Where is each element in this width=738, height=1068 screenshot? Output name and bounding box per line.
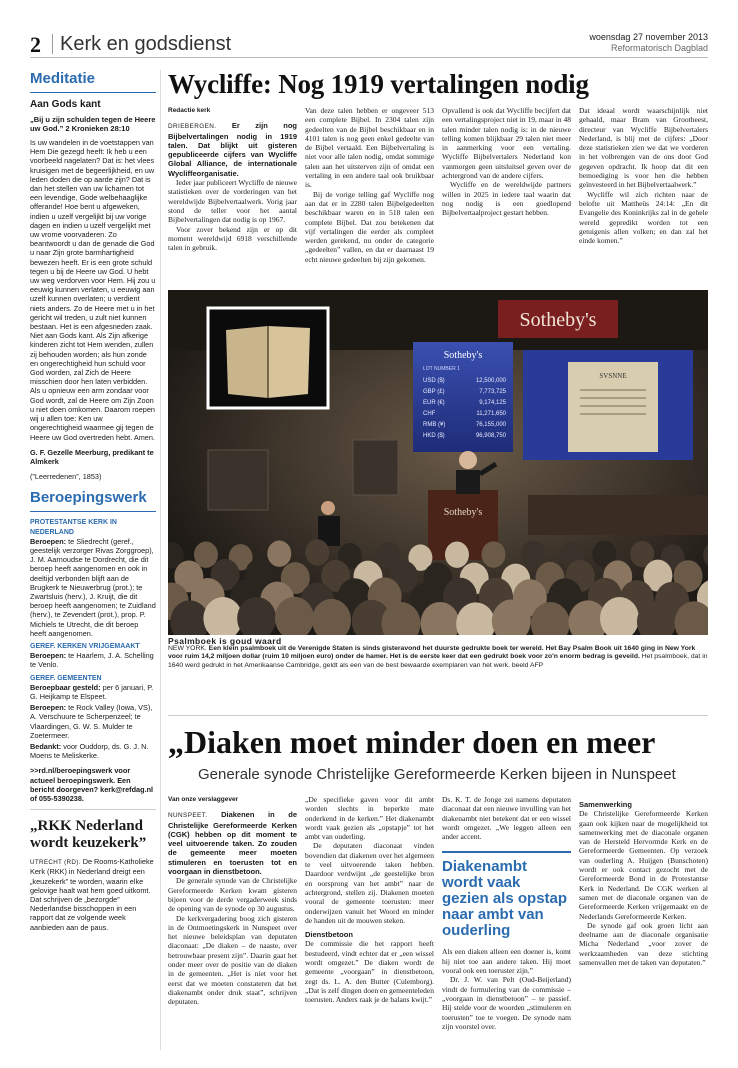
bottom-article-headline: „Diaken moet minder doen en meer [168,724,656,760]
paragraph: Dat ideaal wordt waarschijnlijk niet gehaald, maar Bram van Grootheest, directeur van Wycliffe Bijbelvertalers Nederland, is blij met de cijfers: „Door deze statistieken zien we dat we vorderen in het volbrengen van de ons door God gegeven opdracht. Ik hoop dat dit een bemoediging is voor hen die hebben geïnvesteerd in het Bijbelvertaalwerk.” [579,106,708,190]
beroep-text: te Sliedrecht (geref., geestelijk verzorger Rivas Zorggroep), J. M. Aarnoudse te Dordrecht, die dit beroep heeft aangenomen en ook in deeltijd verbonden blijft aan de Brugkerk te Nieuwerbrug (prot.); te Zwartsluis (herv.), J. Kruijt, die dit beroep heeft aangenomen; te Zuidland (herv.), te Zevendert (prot.), prop. P. Michiels te Utrecht, die dit beroep heeft aangenomen. [30,536,156,638]
issue-date-block [589,32,708,54]
auction-photo-svg [168,290,708,635]
bottom-article-lead [168,810,297,876]
paragraph: Ieder jaar publiceert Wycliffe de nieuwe statistieken over de vorderingen van het wereldwijde Bijbelvertaalwerk. Vorig jaar stond de teller voor het aantal Bijbelvertalingen dat nodig is op 1967. [168,178,297,225]
paragraph: Als een diaken alleen een doener is, komt hij niet toe aan andere taken. Hij moet vooral ook een toeruster zijn.” [442,947,571,976]
subhead-samenwerking: Samenwerking [579,800,632,809]
paragraph: Ds. K. T. de Jonge zei namens deputaten diaconaat dat een nieuwe invulling van het diakenambt niet betekent dat er een wissel wordt omgezet. „We leggen alleen een ander accent. [442,795,571,842]
book-page-left [226,326,268,398]
currency-value: 12,500,000 [475,378,506,384]
photo-caption [168,637,708,670]
beroep-category: GEREF. GEMEENTEN [30,674,102,682]
podium-brand: Sotheby's [443,507,483,518]
paragraph: De commissie die het rapport heeft bestudeerd, vindt echter dat er „een wissel wordt omgezet.” De diaken wordt de gemeente „voorgaan” in dienstbetoon, zegt ds. L. A. den Butter (Culemborg). „Dat is zelf dingen doen en gemeenteleden toerusten. Anders raak je de balans kwijt.” [305,939,434,1005]
beroep-footer-link[interactable]: >>rd.nl/beroepingswerk voor actueel beroepingswerk. Een bericht doorgeven? kerk@refdag.nl of 055-5390238. [30,766,154,803]
paragraph: De synode gaf ook groen licht aan deelname aan de diaconale organisatie Micha Nederland „voor zover de werkzaamheden van deze stichting samenvallen met de taken van deputaten.” [579,920,708,968]
currency-code: USD ($) [423,378,445,384]
bottom-article-lead-text: Diakenen in de Christelijke Gereformeerde Kerken (CGK) hebben op dit moment te veel uitvoerende taken. Zo zouden de gemeente meer moeten stimuleren en toerusten tot en voorgaan in dienstbetoon. [168,810,297,877]
left-column [30,70,156,932]
beroep-category: PROTESTANTSE KERK IN NEDERLAND [30,519,117,536]
top-article-byline: Redactie kerk [168,107,211,114]
beroep-text: per 6 januari, P. G. Heijkamp te Elspeet. [30,682,154,701]
meditatie-body [30,138,156,442]
bottom-article-col-3 [442,795,571,1055]
meditatie-signature: G. F. Gezelle Meerburg, predikant te Almkerk [30,447,154,466]
caption-bold: Een klein psalmboek uit de Verenigde Staten is sinds gisteravond het duurste gedrukte boek ter wereld. Het Bay Psalm Book uit 1640 ging in New York voor ruim 14,2 miljoen dollar (ruim 10 miljoen euro) onder de hamer. Het is de eerste keer dat een gedrukt boek voor zo'n enorm bedrag is geveild. [168,645,696,661]
beroep-label: Beroepen: [30,703,67,713]
caption-text: Het psalmboek, dat in 1640 werd gedrukt in het Amerikaanse Cambridge, geldt als een van de best bewaarde exemplaren van het werk. [168,653,708,669]
page-header [30,28,708,58]
display-case [208,450,268,510]
top-article-columns [168,106,708,286]
photo-credit: beeld AFP [511,661,544,669]
top-article-col-3 [442,106,571,286]
beroep-category: GEREF. KERKEN VRIJGEMAAKT [30,642,140,650]
beroepingswerk-list [30,518,156,803]
audience-head [305,539,329,565]
audience-head [482,541,506,567]
beroep-entry [30,537,156,638]
top-article-lead [168,121,297,178]
rkk-body [30,857,156,932]
staff-head [321,501,335,515]
meditatie-kicker: Meditatie [30,70,156,93]
paragraph: Van deze talen hebben er ongeveer 513 een complete Bijbel. In 2304 talen zijn gedeelten van de Bijbel beschikbaar en in 4101 talen is nog geen enkel gedeelte van de Bijbel vertaald. Een Bijbelvertaling is niet voor alle talen nodig, omdat sommige talen aan het uitsterven zijn of omdat een vertaling in een andere taal ook bruikbaar is. [305,106,434,190]
paragraph: Bij de vorige telling gaf Wycliffe nog aan dat er in 2280 talen Bijbelgedeelten beschikbaar waren en in 518 talen een complete Bijbel. Dat zou betekenen dat vijf vertalingen die eerder als compleet werden gerekend, nu onder de categorie „gedeelten” vallen, en dat er daarnaast 19 echt nieuwe gedeelten bij zijn gekomen. [305,189,434,264]
top-article-lead-text: Er zijn nog Bijbelvertalingen nodig in 1919 talen. Dat blijkt uit gisteren gepubliceerde cijfers van Wycliffe Global Alliance, de internationale Wycliffeorganisatie. [168,121,297,178]
beroep-text: voor Ouddorp, ds. G. J. N. Moens te Meliskerke. [30,741,149,761]
paragraph: De Christelijke Gereformeerde Kerken gaan ook kijken naar de mogelijkheid tot samenwerking met de diaconale organen van de Hersteld Hervormde Kerk en de Gereformeerde Gemeenten. Op verzoek van ouderling A. Huijgen (Bunschoten) wordt er ook contact gezocht met de Gereformeerde Bond in de Protestantse Kerk in Nederland. De CGK werken al samen met de diaconale organen van de Gereformeerde Kerken vrijgemaakt en de Nederlands Gereformeerde Kerken. [579,809,708,921]
top-article-col-4 [579,106,708,286]
paragraph: De kerkvergadering boog zich gisteren in de Ontmoetingskerk in Nunspeet over het nieuwe beleidsplan van deputaten diaconaat: „De diaken ‒ de naaste, over betrouwbaar present zijn”. Daarin gaat het onder meer over de positie van de diaken in de gemeenten. „Het is niet voor het eerst dat we moeten constateren dat het diakenambt onder druk staat”, schrijven deputaten. [168,913,297,1007]
beroep-entry [30,683,156,701]
sothebys-sign: Sotheby's [519,309,597,331]
auctioneer-head [459,451,477,469]
beroep-entry [30,651,156,669]
header-divider [52,34,53,54]
beroep-text: te Haarlem, J. A. Schelling te Venlo. [30,651,154,670]
paragraph: Voor zover bekend zijn er op dit moment wereldwijd 6918 verschillende talen in gebruik. [168,224,297,253]
meditatie-title: Aan Gods kant [30,99,101,110]
top-article-col-1 [168,106,297,286]
screen-brand: Sotheby's [443,350,483,361]
beroep-text: te Rock Valley (Iowa, VS), A. Verschuure te Scherpenzeel; te Vlaardingen, G. W. S. Mulder te Zoetermeer. [30,703,153,740]
bottom-article-dateline: NUNSPEET. [168,812,208,820]
display-case [353,440,398,495]
currency-value: 9,174,125 [479,400,506,406]
paragraph: Wycliffe en de wereldwijde partners willen in 2025 in iedere taal waarin dat nog nodig is een goedlopend Bijbelvertaalproject gestart hebben. [442,180,571,218]
currency-value: 76,155,000 [475,422,506,428]
beroep-entry [30,742,156,760]
paragraph: Dr. J. W. van Pelt (Oud-Beijerland) vindt de formulering van de commissie ‒ „voorgaan in dienstbetoon” ‒ te passief. Hij stelde voor de woorden „stimuleren en toerusten” toe te voegen. De synode nam zijn voorstel over. [442,975,571,1031]
caption-dateline: NEW YORK. [168,645,207,653]
section-title: Kerk en godsdienst [60,33,232,55]
subhead-dienstbetoon: Dienstbetoon [305,930,353,940]
meditatie-source: (”Leerredenen”, 1853) [30,472,102,482]
caption-head: Psalmboek is goud waard [168,636,282,646]
paragraph: De deputaten diaconaat vinden bovendien dat diakenen over het algemeen te veel uitvoerende taken hebben. Daardoor verdwijnt „de geestelijke bron en oorsprong van het ambt” naar de achtergrond, stellen zij. Diakenen moeten vooral de gemeente toerusten: meer onderwijzen vanuit het Woord en minder de handen uit de mouwen steken. [305,841,434,925]
beroep-label: Beroepbaar gesteld: [30,682,101,692]
currency-code: HKD ($) [423,433,445,439]
currency-code: RMB (¥) [423,422,446,428]
issue-date: woensdag 27 november 2013 [589,32,708,42]
bottom-article-col-1 [168,795,297,1055]
currency-code: GBP (£) [423,389,445,395]
section-divider [168,715,708,716]
pull-quote: Diakenambt wordt vaak gezien als opstap naar ambt van ouderling [442,851,571,939]
bottom-article-subtitle: Generale synode Christelijke Gereformeerde Kerken bijeen in Nunspeet [198,766,676,783]
bottom-article-col-4 [579,795,708,1055]
page-number: 2 [30,32,41,57]
top-article-dateline: DRIEBERGEN. [168,123,217,131]
paragraph: „De specifieke gaven voor dit ambt worden slechts in beperkte mate onderkend in de kerken.” Het diakenambt wordt vaak gezien als „opstapje” tot het ambt van ouderling. [305,795,434,842]
phone-bank-desk [528,495,708,535]
beroep-entry [30,703,156,740]
audience-head [445,541,469,567]
beroepingswerk-kicker: Beroepingswerk [30,489,156,512]
currency-value: 96,908,750 [475,433,506,439]
audience-head [267,541,291,567]
paper-name: Reformatorisch Dagblad [610,43,708,53]
auction-photo [168,290,708,635]
rkk-headline: „RKK Nederland wordt keuzekerk” [30,818,147,852]
bottom-article-columns [168,795,708,1055]
projected-book-title: SVSNNE [599,372,627,380]
beroep-label: Beroepen: [30,651,67,661]
paragraph: Wycliffe wil zich richten naar de belofte uit Mattheüs 24:14: „En dit Evangelie des Koninkrijks zal in de gehele wereld gepredikt worden tot een getuigenis allen volken; en dan zal het einde komen.” [579,189,708,246]
top-article-headline: Wycliffe: Nog 1919 vertalingen nodig [168,69,589,99]
meditatie-verse: „Bij u zijn schulden tegen de Heere uw God.” 2 Kronieken 28:10 [30,115,156,133]
currency-code: CHF [423,411,436,417]
currency-value: 7,773,725 [479,389,506,395]
top-article-col-2 [305,106,434,286]
meditatie-text: Is uw wandelen in de voetstappen van Hem Die gezegd heeft: Ik heb u een voorbeeld nagelaten? Dat is: het vlees kruisigen met de begeerlijkheid, en uw leden doden die op aarde zijn? Dat is dan het stellen van uw lichamen tot een levendige, Gode welbehaaglijke offerande! Hoe bent u afgeweken, indien u uzelf vergelijkt bij uw vorige dagen en indien u uzelf vergelijkt met uw vrome voorvaderen. Zo beantwoordt u dan de genade die God u naar Zijn grote barmhartigheid bewezen heeft. Er is een grote schuld tegen u bij de Heere uw God. U hebt uw weg verdorven voor Hem. Hij zou u eeuwig kunnen verlaten, u eeuwig aan uzelf kunnen overlaten; u verdient niets anders. Zo de Heere met u in het gericht wil treden, u zult niet kunnen bestaan. Het is een afgesneden zaak. Niet aan Gods kant. Als Zijn afkerige kinderen zicht tot Hem wenden, zullen zij behouden worden; als hun zonde en ongerechtigheid hun schuld voor God worden, zal Zich de Heere misschien door hen laten verbidden. Als u opnieuw een arm zondaar voor God wordt, zal de Heere om Zijn Zoon u niet doen omkomen. Daarom roepen wij u allen toe: Ken uw ongerechtigheid waarmee gij tegen de Heere uw God overtreden hebt. Amen. [30,138,156,442]
auctioneer-body [456,470,480,494]
beroep-label: Beroepen: [30,536,67,546]
column-rule [160,70,161,1050]
rkk-text: De Rooms-Katholieke Kerk (RKK) in Nederland dreigt een „keuzekerk” te worden, waarin elke gelovige haalt wat hem goed uitkomt. Dat schrijven de „bezorgde” Nederlandse bisschoppen in een rapport dat ze volgende week aanbieden aan de paus. [30,857,154,932]
bottom-article-col-2 [305,795,434,1055]
paragraph: Opvallend is ook dat Wycliffe becijfert dat een vertalingsproject niet in 19, maar in 48 talen minder talen nodig is: in de nieuwe telling komen blijkbaar 29 talen niet meer in aanmerking voor een vertaling. Wycliffe Bijbelvertalers Nederland kon vanmorgen geen uitsluitsel geven over de achtergrond van de andere cijfers. [442,106,571,181]
divider [30,809,156,810]
currency-code: EUR (€) [423,400,445,406]
bottom-article-byline: Van onze verslaggever [168,796,239,803]
beroep-label: Bedankt: [30,741,62,751]
paragraph: De generale synode van de Christelijke Gereformeerde Kerken kwam gisteren bijeen voor de derde vergaderweek sinds de opening van de synode op 30 augustus. [168,876,297,914]
currency-value: 11,271,650 [476,411,506,417]
screen-lot: LOT NUMBER 1 [423,366,460,372]
book-page-right [268,326,310,398]
audience-head [521,540,545,566]
rkk-dateline: UTRECHT (RD). [30,859,81,867]
